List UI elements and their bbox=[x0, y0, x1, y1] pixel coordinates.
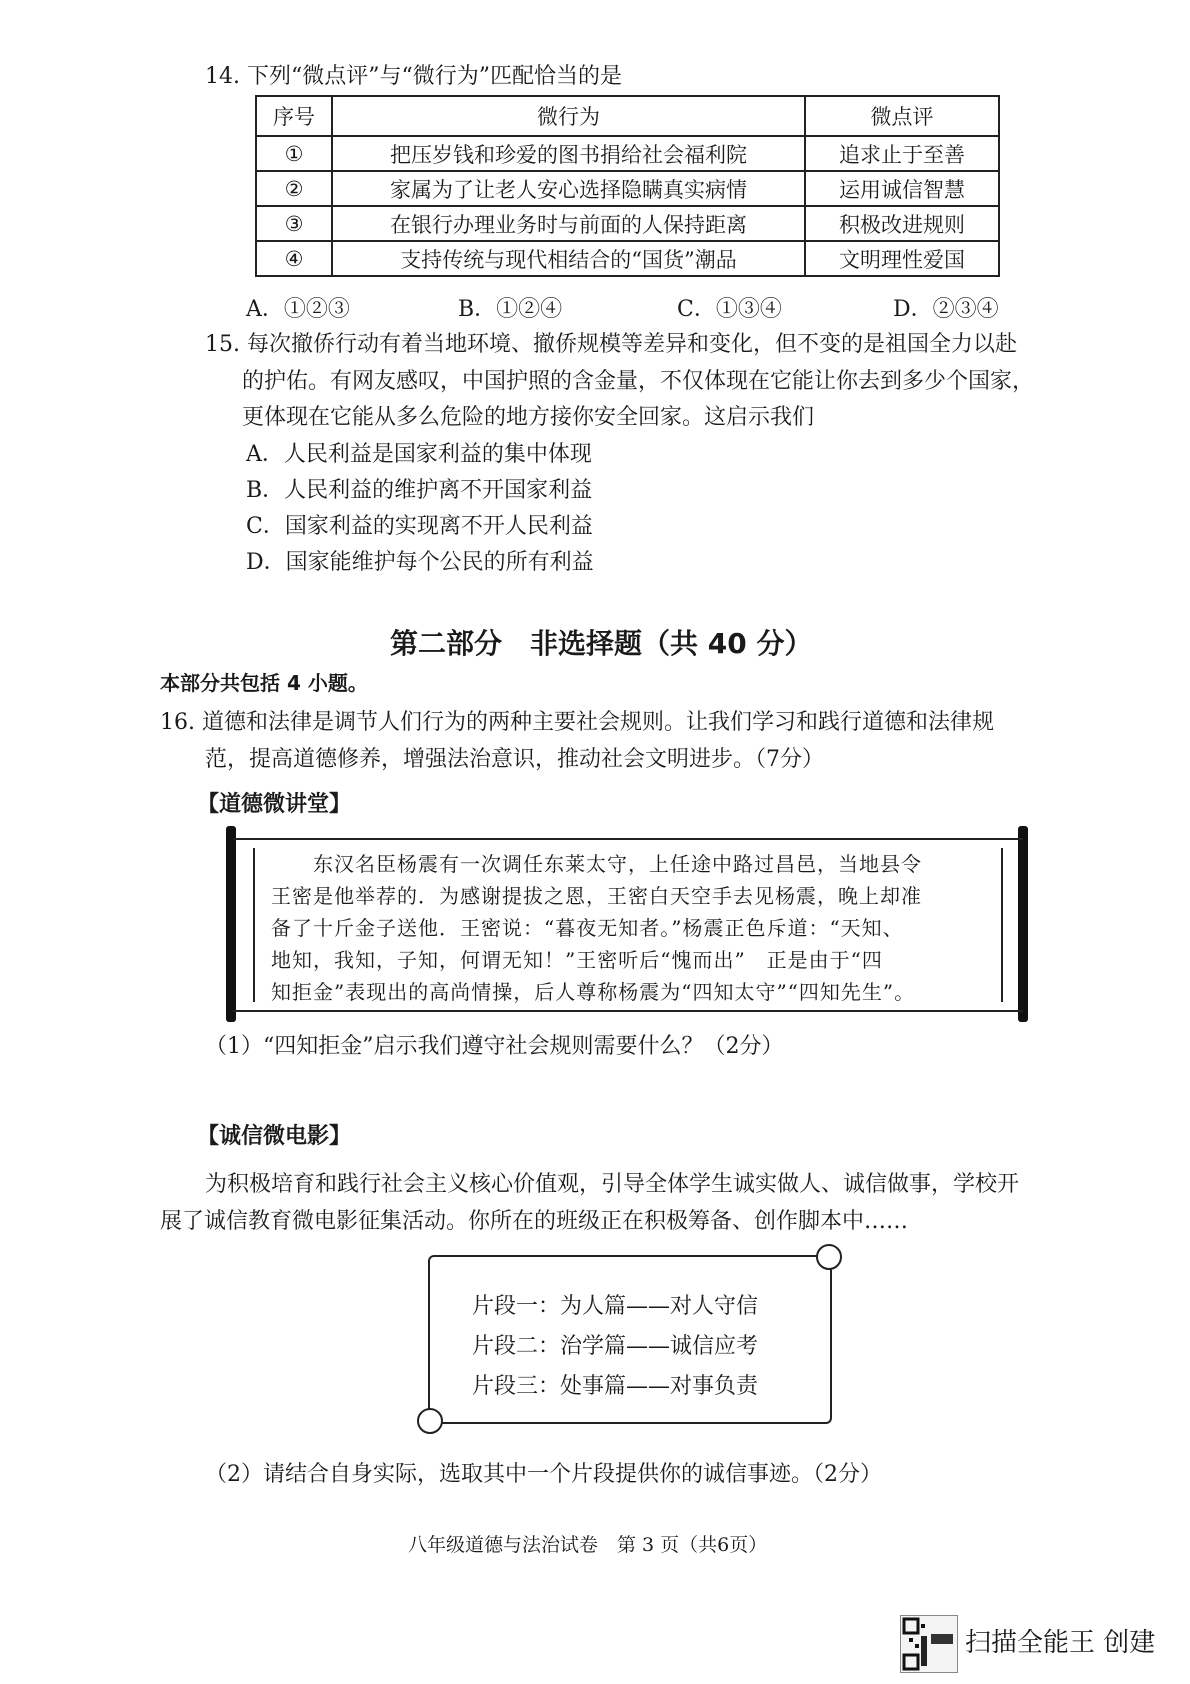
story-line: 知拒金”表现出的高尚情操，后人尊称杨震为“四知太守”“四知先生”。 bbox=[271, 980, 916, 1004]
q15-option-c: C．国家利益的实现离不开人民利益 bbox=[246, 514, 593, 539]
page-footer: 八年级道德与法治试卷 第 3 页（共6页） bbox=[408, 1534, 768, 1556]
film-line-2: 展了诚信教育微电影征集活动。你所在的班级正在积极筹备、创作脚本中…… bbox=[160, 1209, 909, 1234]
q16-stem-line-1: 16. 道德和法律是调节人们行为的两种主要社会规则。让我们学习和践行道德和法律规 bbox=[160, 710, 994, 735]
table-row bbox=[256, 136, 999, 171]
part2-title: 第二部分 非选择题（共 40 分） bbox=[390, 627, 813, 660]
q14-option-a: A．①②③ bbox=[246, 297, 350, 322]
scroll-curl-top bbox=[816, 1244, 842, 1270]
qr-code-icon bbox=[901, 1616, 957, 1672]
row-comment: 追求止于至善 bbox=[805, 136, 999, 171]
segment-item: 片段一：为人篇——对人守信 bbox=[472, 1294, 759, 1319]
row-behavior: 把压岁钱和珍爱的图书捐给社会福利院 bbox=[332, 136, 805, 171]
table-row bbox=[256, 171, 999, 206]
row-comment: 运用诚信智慧 bbox=[805, 171, 999, 206]
table-header-row bbox=[256, 96, 999, 136]
q14-match-table bbox=[255, 95, 1000, 277]
segment-item: 片段三：处事篇——对事负责 bbox=[472, 1374, 759, 1399]
story-text bbox=[271, 848, 991, 1008]
row-behavior: 家属为了让老人安心选择隐瞒真实病情 bbox=[332, 171, 805, 206]
row-index: ① bbox=[256, 136, 332, 171]
story-line: 东汉名臣杨震有一次调任东莱太守，上任途中路过昌邑，当地县令 bbox=[271, 852, 922, 876]
col-header-comment: 微点评 bbox=[805, 96, 999, 136]
segments-scroll bbox=[428, 1255, 832, 1424]
row-comment: 积极改进规则 bbox=[805, 206, 999, 241]
row-behavior: 在银行办理业务时与前面的人保持距离 bbox=[332, 206, 805, 241]
q14-stem: 14. 下列“微点评”与“微行为”匹配恰当的是 bbox=[205, 64, 622, 89]
row-index: ③ bbox=[256, 206, 332, 241]
story-line: 地知，我知，子知，何谓无知！”王密听后“愧而出” 正是由于“四 bbox=[271, 948, 883, 972]
q14-option-d: D．②③④ bbox=[893, 297, 999, 322]
section-title-moral-lecture: 【道德微讲堂】 bbox=[197, 792, 352, 817]
scroll-curl-bottom bbox=[417, 1408, 443, 1434]
q15-stem-line-2: 的护佑。有网友感叹，中国护照的含金量，不仅体现在它能让你去到多少个国家， bbox=[242, 369, 1035, 394]
story-scroll bbox=[233, 838, 1023, 1012]
q16-sub-question-1: （1）“四知拒金”启示我们遵守社会规则需要什么？（2分） bbox=[205, 1034, 784, 1059]
q15-option-b: B．人民利益的维护离不开国家利益 bbox=[246, 478, 593, 503]
q16-sub-question-2: （2）请结合自身实际，选取其中一个片段提供你的诚信事迹。（2分） bbox=[205, 1462, 882, 1487]
q14-option-c: C．①③④ bbox=[677, 297, 782, 322]
watermark-text: 扫描全能王 创建 bbox=[965, 1628, 1156, 1658]
q15-stem-line-1: 15. 每次撤侨行动有着当地环境、撤侨规模等差异和变化，但不变的是祖国全力以赴 bbox=[205, 332, 1017, 357]
row-index: ② bbox=[256, 171, 332, 206]
row-comment: 文明理性爱国 bbox=[805, 241, 999, 276]
row-behavior: 支持传统与现代相结合的“国货”潮品 bbox=[332, 241, 805, 276]
q15-option-a: A．人民利益是国家利益的集中体现 bbox=[246, 442, 592, 467]
col-header-index: 序号 bbox=[256, 96, 332, 136]
segment-item: 片段二：治学篇——诚信应考 bbox=[472, 1334, 759, 1359]
story-line: 王密是他举荐的．为感谢提拔之恩，王密白天空手去见杨震，晚上却准 bbox=[271, 884, 922, 908]
segments-list bbox=[472, 1287, 758, 1407]
camscanner-logo bbox=[900, 1615, 958, 1673]
q14-option-b: B．①②④ bbox=[458, 297, 563, 322]
table-row bbox=[256, 206, 999, 241]
film-line-1: 为积极培育和践行社会主义核心价值观，引导全体学生诚实做人、诚信做事，学校开 bbox=[205, 1172, 1020, 1197]
story-line: 备了十斤金子送他．王密说：“暮夜无知者。”杨震正色斥道：“天知、 bbox=[271, 916, 904, 940]
section-title-integrity-film: 【诚信微电影】 bbox=[197, 1124, 352, 1149]
q15-option-d: D．国家能维护每个公民的所有利益 bbox=[246, 550, 594, 575]
part2-intro: 本部分共包括 4 小题。 bbox=[160, 671, 368, 695]
q16-stem-line-2: 范，提高道德修养，增强法治意识，推动社会文明进步。（7分） bbox=[205, 747, 824, 772]
q15-stem-line-3: 更体现在它能从多么危险的地方接你安全回家。这启示我们 bbox=[242, 405, 815, 430]
row-index: ④ bbox=[256, 241, 332, 276]
col-header-behavior: 微行为 bbox=[332, 96, 805, 136]
table-row bbox=[256, 241, 999, 276]
